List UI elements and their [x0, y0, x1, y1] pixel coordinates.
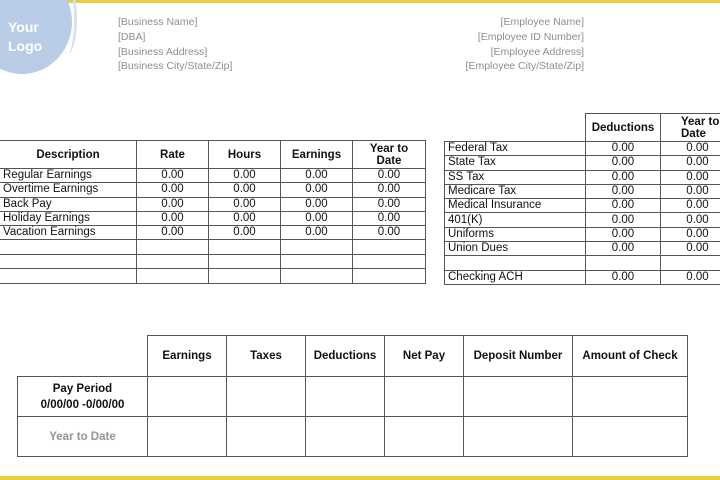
earning-amount: 0.00 — [281, 226, 353, 240]
earning-hours: 0.00 — [209, 197, 281, 211]
earning-ytd: 0.00 — [353, 211, 426, 225]
earning-hours: 0.00 — [209, 226, 281, 240]
earning-description: Back Pay — [0, 197, 137, 211]
ytd-cell — [18, 417, 148, 457]
table-row-blank — [0, 254, 426, 269]
earning-description: Holiday Earnings — [0, 211, 137, 225]
deduction-ytd: 0.00 — [661, 170, 720, 184]
logo-placeholder — [0, 0, 72, 74]
deduction-description: State Tax — [445, 156, 586, 170]
deductions-header-row — [445, 114, 720, 142]
earning-description: Regular Earnings — [0, 169, 137, 183]
earning-description: Vacation Earnings — [0, 226, 137, 240]
summary-header-net-pay: Net Pay — [385, 336, 464, 377]
employee-address: [Employee Address] — [490, 45, 584, 58]
deduction-amount: 0.00 — [586, 142, 661, 156]
table-row — [445, 184, 720, 198]
earning-amount: 0.00 — [281, 197, 353, 211]
summary-header-deductions: Deductions — [306, 336, 385, 377]
table-row-blank — [0, 240, 426, 255]
employee-name: [Employee Name] — [500, 16, 584, 28]
table-row — [445, 270, 720, 284]
earning-hours: 0.00 — [209, 211, 281, 225]
earning-amount: 0.00 — [281, 211, 353, 225]
deductions-header-blank — [445, 114, 586, 142]
earnings-header-row — [0, 141, 426, 169]
earnings-header-rate: Rate — [137, 141, 209, 169]
deduction-amount: 0.00 — [586, 213, 661, 227]
pay-period-dates: 0/00/00 -0/00/00 — [40, 398, 125, 411]
summary-row-pay-period — [18, 377, 688, 417]
earning-ytd: 0.00 — [353, 226, 426, 240]
pay-period-label: Pay Period — [52, 382, 113, 395]
bottom-border — [0, 476, 720, 480]
deduction-ytd: 0.00 — [661, 184, 720, 198]
pay-period-cell — [18, 377, 148, 417]
table-row-blank — [0, 269, 426, 284]
deduction-description: Medical Insurance — [445, 199, 586, 213]
table-row — [0, 169, 426, 183]
earning-rate: 0.00 — [137, 169, 209, 183]
earning-ytd: 0.00 — [353, 183, 426, 197]
summary-header-earnings: Earnings — [148, 336, 227, 377]
business-address: [Business Address] — [118, 45, 208, 58]
earning-rate: 0.00 — [137, 226, 209, 240]
deduction-ytd: 0.00 — [661, 227, 720, 241]
earnings-header-hours: Hours — [209, 141, 281, 169]
table-row — [445, 242, 720, 256]
table-row — [445, 199, 720, 213]
employee-id: [Employee ID Number] — [477, 30, 584, 43]
deduction-description: Medicare Tax — [445, 184, 586, 198]
summary-header-taxes: Taxes — [227, 336, 306, 377]
business-city-state-zip: [Business City/State/Zip] — [118, 60, 233, 73]
deduction-description: 401(K) — [445, 213, 586, 227]
earnings-header-ytd: Year to Date — [353, 141, 426, 169]
deduction-amount: 0.00 — [586, 184, 661, 198]
earning-hours: 0.00 — [209, 169, 281, 183]
business-info — [118, 15, 232, 74]
deduction-amount: 0.00 — [586, 170, 661, 184]
earning-amount: 0.00 — [281, 169, 353, 183]
deduction-description: Union Dues — [445, 242, 586, 256]
earning-amount: 0.00 — [281, 183, 353, 197]
earning-ytd: 0.00 — [353, 197, 426, 211]
deduction-amount: 0.00 — [586, 270, 661, 284]
summary-row-ytd — [18, 417, 688, 457]
deduction-amount: 0.00 — [586, 242, 661, 256]
deduction-description: Checking ACH — [445, 270, 586, 284]
table-row — [445, 213, 720, 227]
table-row-blank — [445, 256, 720, 270]
deduction-ytd: 0.00 — [661, 270, 720, 284]
deduction-ytd: 0.00 — [661, 242, 720, 256]
logo-line-2: Logo — [8, 38, 43, 54]
earning-hours: 0.00 — [209, 183, 281, 197]
deduction-amount: 0.00 — [586, 199, 661, 213]
earning-rate: 0.00 — [137, 197, 209, 211]
deduction-ytd — [661, 256, 720, 270]
deduction-ytd: 0.00 — [661, 142, 720, 156]
logo-line-1: Your — [8, 19, 39, 35]
deduction-amount: 0.00 — [586, 156, 661, 170]
earning-description: Overtime Earnings — [0, 183, 137, 197]
deduction-amount — [586, 256, 661, 270]
table-row — [445, 227, 720, 241]
deduction-amount: 0.00 — [586, 227, 661, 241]
earning-ytd: 0.00 — [353, 169, 426, 183]
summary-header-amount-of-check: Amount of Check — [573, 336, 688, 377]
top-border — [0, 0, 720, 3]
summary-header-blank — [18, 336, 148, 377]
employee-info — [466, 15, 584, 74]
table-row — [445, 156, 720, 170]
deduction-ytd: 0.00 — [661, 156, 720, 170]
employee-city-state-zip: [Employee City/State/Zip] — [465, 60, 584, 73]
table-row — [445, 170, 720, 184]
earning-rate: 0.00 — [137, 211, 209, 225]
table-row — [0, 211, 426, 225]
deductions-header-ytd: Year to Date — [661, 114, 720, 142]
table-row — [0, 197, 426, 211]
business-name: [Business Name] — [118, 16, 198, 28]
deduction-ytd: 0.00 — [661, 199, 720, 213]
summary-header-deposit-number: Deposit Number — [464, 336, 573, 377]
deduction-ytd: 0.00 — [661, 213, 720, 227]
deduction-description: SS Tax — [445, 170, 586, 184]
deduction-description: Uniforms — [445, 227, 586, 241]
deduction-description — [445, 256, 586, 270]
deductions-header-deductions: Deductions — [586, 114, 661, 142]
summary-header-row — [18, 336, 688, 377]
deduction-description: Federal Tax — [445, 142, 586, 156]
ytd-label: Year to Date — [49, 430, 116, 443]
table-row — [445, 142, 720, 156]
earnings-header-description: Description — [0, 141, 137, 169]
business-dba: [DBA] — [118, 30, 146, 43]
earnings-header-earnings: Earnings — [281, 141, 353, 169]
earnings-table — [0, 140, 426, 284]
table-row — [0, 183, 426, 197]
summary-table — [17, 335, 688, 457]
deductions-table — [444, 113, 720, 285]
table-row — [0, 226, 426, 240]
earning-rate: 0.00 — [137, 183, 209, 197]
